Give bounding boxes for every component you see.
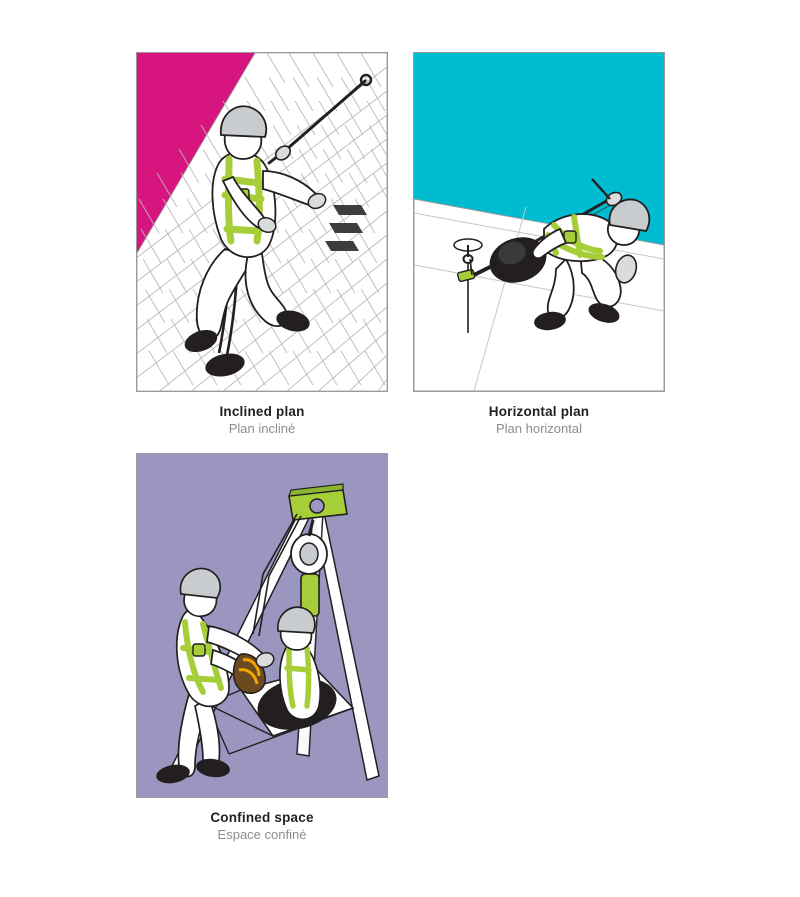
caption-subtitle: Plan horizontal	[496, 421, 582, 436]
panel-horizontal-plan	[413, 52, 665, 437]
horizontal-plan-illustration	[414, 53, 664, 391]
caption-confined-space	[136, 809, 388, 843]
figure-inclined-plan	[136, 52, 388, 392]
tripod-head	[289, 484, 347, 520]
caption-inclined-plan	[136, 403, 388, 437]
caption-title: Inclined plan	[219, 404, 305, 419]
caption-subtitle: Plan incliné	[228, 421, 296, 436]
panel-confined-space	[136, 453, 388, 843]
inclined-plan-illustration	[137, 53, 387, 391]
harness-d-ring	[193, 644, 205, 656]
caption-title: Horizontal plan	[488, 404, 590, 419]
figure-confined-space	[136, 453, 388, 798]
caption-title: Confined space	[210, 810, 314, 825]
confined-space-illustration	[137, 454, 387, 797]
background-fill	[137, 454, 387, 797]
caption-subtitle: Espace confiné	[217, 827, 307, 842]
figure-horizontal-plan	[413, 52, 665, 392]
panel-inclined-plan	[136, 52, 388, 437]
worker-descending	[278, 607, 320, 719]
caption-horizontal-plan	[413, 403, 665, 437]
